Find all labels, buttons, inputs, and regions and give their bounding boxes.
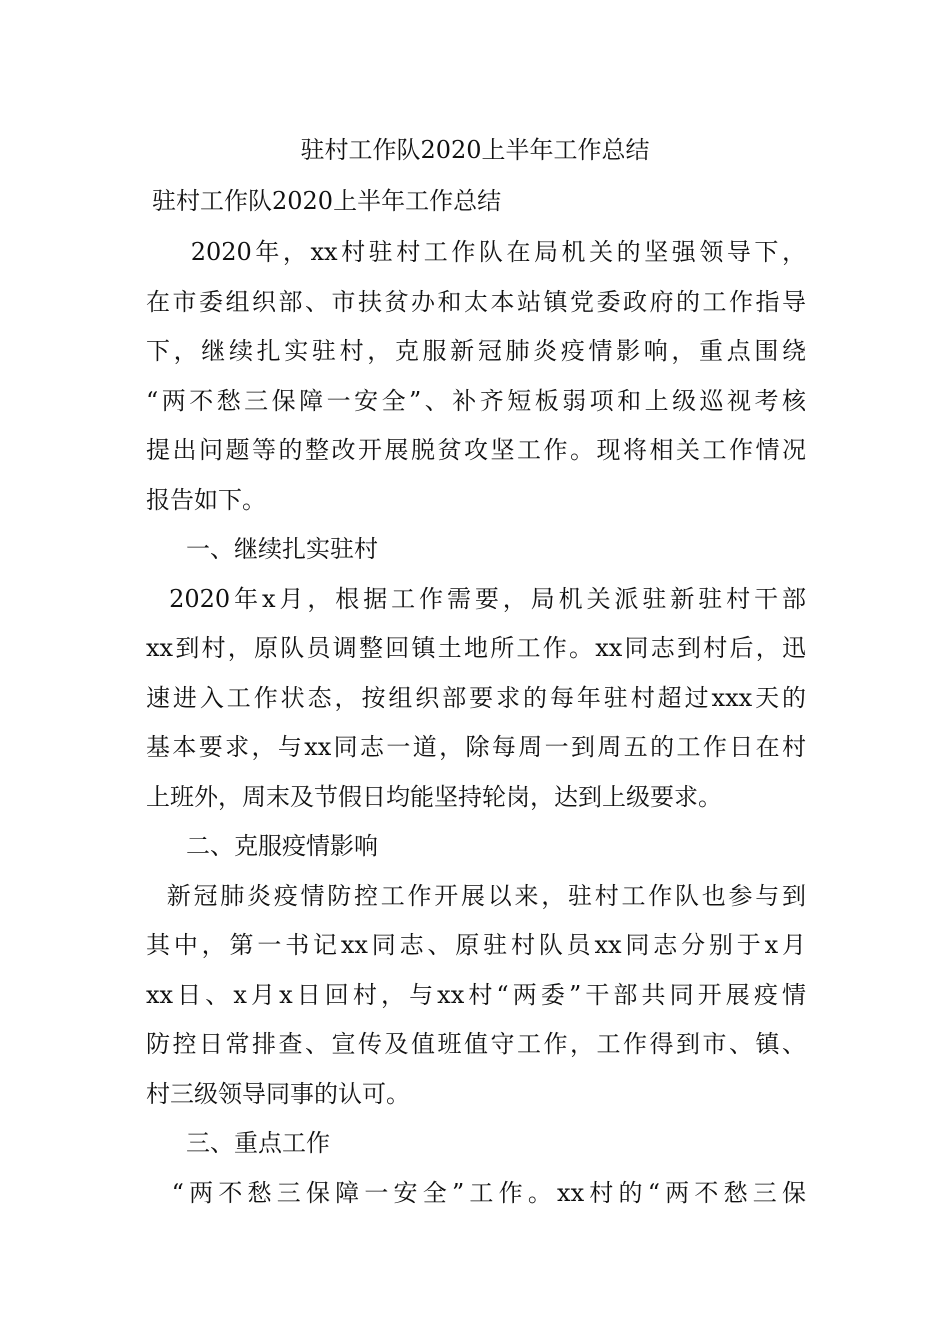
paragraph-line: 新冠肺炎疫情防控工作开展以来，驻村工作队也参与到	[146, 882, 806, 910]
paragraph-line: “两不愁三保障一安全”工作。xx村的“两不愁三保	[146, 1179, 806, 1207]
paragraph-line: 2020年x月，根据工作需要，局机关派驻新驻村干部	[146, 585, 806, 613]
section-heading-2: 二、克服疫情影响	[186, 832, 378, 860]
paragraph-line: 下，继续扎实驻村，克服新冠肺炎疫情影响，重点围绕	[146, 337, 806, 365]
paragraph-line: 提出问题等的整改开展脱贫攻坚工作。现将相关工作情况	[146, 436, 806, 464]
paragraph-line: 上班外，周末及节假日均能坚持轮岗，达到上级要求。	[146, 783, 722, 811]
paragraph-line: 报告如下。	[146, 486, 266, 514]
paragraph-line: 防控日常排查、宣传及值班值守工作，工作得到市、镇、	[146, 1030, 806, 1058]
paragraph-line: xx日、x月x日回村，与xx村“两委”干部共同开展疫情	[146, 981, 806, 1009]
paragraph-line: 2020年，xx村驻村工作队在局机关的坚强领导下，	[146, 238, 806, 266]
paragraph-line: 村三级领导同事的认可。	[146, 1080, 410, 1108]
paragraph-line: 其中，第一书记xx同志、原驻村队员xx同志分别于x月	[146, 931, 806, 959]
paragraph-line: 在市委组织部、市扶贫办和太本站镇党委政府的工作指导	[146, 288, 806, 316]
section-heading-1: 一、继续扎实驻村	[186, 535, 378, 563]
document-title: 驻村工作队2020上半年工作总结	[300, 136, 650, 164]
document-subtitle: 驻村工作队2020上半年工作总结	[152, 187, 502, 215]
paragraph-line: 基本要求，与xx同志一道，除每周一到周五的工作日在村	[146, 733, 806, 761]
section-heading-3: 三、重点工作	[186, 1129, 330, 1157]
paragraph-line: “两不愁三保障一安全”、补齐短板弱项和上级巡视考核	[146, 387, 806, 415]
paragraph-line: 速进入工作状态，按组织部要求的每年驻村超过xxx天的	[146, 684, 806, 712]
paragraph-line: xx到村，原队员调整回镇土地所工作。xx同志到村后，迅	[146, 634, 806, 662]
